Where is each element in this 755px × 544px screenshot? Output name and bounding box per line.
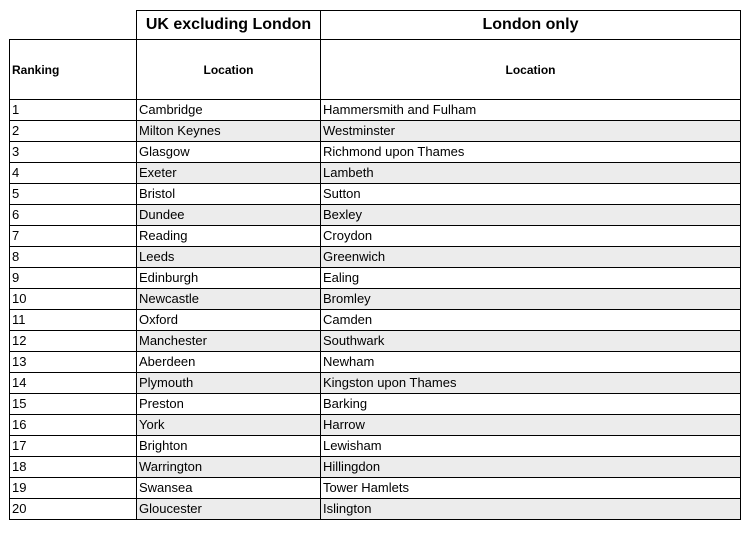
uk-location-cell: Leeds [137,247,321,268]
uk-location-cell: Milton Keynes [137,121,321,142]
london-location-cell: Southwark [321,331,741,352]
uk-location-cell: Cambridge [137,100,321,121]
rank-cell: 4 [10,163,137,184]
uk-location-cell: Dundee [137,205,321,226]
table-row [10,142,741,163]
table-row [10,205,741,226]
london-location-cell: Barking [321,394,741,415]
rank-cell: 9 [10,268,137,289]
table-row [10,226,741,247]
london-location-cell: Islington [321,499,741,520]
table-row [10,310,741,331]
table-row [10,163,741,184]
rank-cell: 5 [10,184,137,205]
table-row [10,121,741,142]
uk-location-cell: Reading [137,226,321,247]
column-header-ranking: Ranking [10,40,137,100]
group-header-uk: UK excluding London [137,11,321,40]
ranking-table [9,10,741,520]
group-header-london: London only [321,11,741,40]
uk-location-cell: Preston [137,394,321,415]
rank-cell: 12 [10,331,137,352]
column-header-row [10,40,741,100]
table-row [10,268,741,289]
london-location-cell: Bromley [321,289,741,310]
table-row [10,499,741,520]
rank-cell: 17 [10,436,137,457]
uk-location-cell: Gloucester [137,499,321,520]
uk-location-cell: Swansea [137,478,321,499]
london-location-cell: Newham [321,352,741,373]
uk-location-cell: Manchester [137,331,321,352]
uk-location-cell: Brighton [137,436,321,457]
rank-cell: 14 [10,373,137,394]
uk-location-cell: Exeter [137,163,321,184]
rank-cell: 8 [10,247,137,268]
table-row [10,373,741,394]
uk-location-cell: Plymouth [137,373,321,394]
uk-location-cell: Aberdeen [137,352,321,373]
london-location-cell: Camden [321,310,741,331]
london-location-cell: Croydon [321,226,741,247]
rank-cell: 11 [10,310,137,331]
london-location-cell: Harrow [321,415,741,436]
london-location-cell: Sutton [321,184,741,205]
table-row [10,184,741,205]
rank-cell: 2 [10,121,137,142]
column-header-london-location: Location [321,40,741,100]
london-location-cell: Ealing [321,268,741,289]
table-row [10,415,741,436]
london-location-cell: Kingston upon Thames [321,373,741,394]
rank-cell: 1 [10,100,137,121]
group-header-row [10,11,741,40]
london-location-cell: Bexley [321,205,741,226]
rank-cell: 7 [10,226,137,247]
column-header-uk-location: Location [137,40,321,100]
table-row [10,478,741,499]
london-location-cell: Hillingdon [321,457,741,478]
table-row [10,436,741,457]
rank-cell: 10 [10,289,137,310]
rank-cell: 3 [10,142,137,163]
rank-cell: 16 [10,415,137,436]
london-location-cell: Greenwich [321,247,741,268]
table-row [10,289,741,310]
blank-corner-cell [10,11,137,40]
uk-location-cell: Warrington [137,457,321,478]
uk-location-cell: York [137,415,321,436]
uk-location-cell: Newcastle [137,289,321,310]
table-row [10,247,741,268]
london-location-cell: Lewisham [321,436,741,457]
london-location-cell: Westminster [321,121,741,142]
london-location-cell: Richmond upon Thames [321,142,741,163]
table-row [10,352,741,373]
uk-location-cell: Edinburgh [137,268,321,289]
table-row [10,394,741,415]
table-row [10,331,741,352]
london-location-cell: Tower Hamlets [321,478,741,499]
rank-cell: 15 [10,394,137,415]
uk-location-cell: Glasgow [137,142,321,163]
rank-cell: 6 [10,205,137,226]
uk-location-cell: Bristol [137,184,321,205]
table-row [10,457,741,478]
london-location-cell: Hammersmith and Fulham [321,100,741,121]
rank-cell: 20 [10,499,137,520]
rank-cell: 18 [10,457,137,478]
rank-cell: 19 [10,478,137,499]
london-location-cell: Lambeth [321,163,741,184]
uk-location-cell: Oxford [137,310,321,331]
table-row [10,100,741,121]
rank-cell: 13 [10,352,137,373]
